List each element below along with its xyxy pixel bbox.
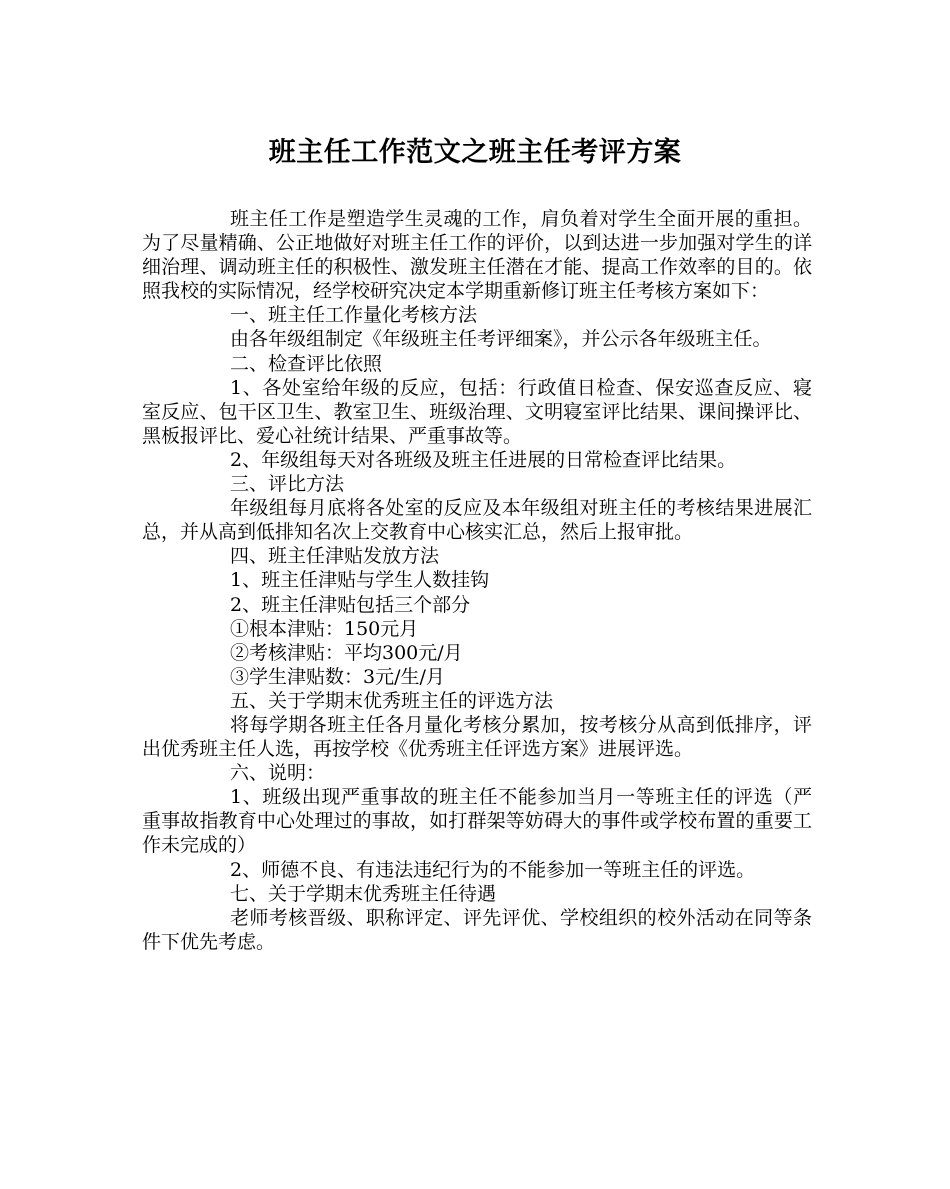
paragraph: 2、年级组每天对各班级及班主任进展的日常检查评比结果。 [230,448,737,471]
list-item: 2、班主任津贴包括三个部分 [230,593,471,616]
section-heading: 一、班主任工作量化考核方法 [230,304,478,327]
section-heading: 七、关于学期末优秀班主任待遇 [230,882,497,905]
paragraph: 由各年级组制定《年级班主任考评细案》，并公示各年级班主任。 [230,328,772,351]
paragraph: 1、各处室给年级的反应，包括：行政值日检查、保安巡查反应、寝室反应、包干区卫生、教室卫生、班级治理、文明寝室评比结果、课间操评比、黑板报评比、爱心社统计结果、严重事故等。 [142,376,812,447]
section-heading: 四、班主任津贴发放方法 [230,545,440,568]
section-heading: 二、检查评比依照 [230,352,383,375]
list-item: 1、班主任津贴与学生人数挂钩 [230,569,490,592]
paragraph: 1、班级出现严重事故的班主任不能参加当月一等班主任的评选（严重事故指教育中心处理过的事故，如打群架等妨碍大的事件或学校布置的重要工作未完成的） [142,786,812,857]
paragraph: 年级组每月底将各处室的反应及本年级组对班主任的考核结果进展汇总，并从高到低排知名次上交教育中心核实汇总，然后上报审批。 [142,497,812,544]
section-heading: 六、说明： [230,762,326,785]
list-item: ②考核津贴：平均300元/月 [230,641,463,664]
document-body [142,207,812,954]
document-title: 班主任工作范文之班主任考评方案 [268,137,682,168]
section-heading: 五、关于学期末优秀班主任的评选方法 [230,689,554,712]
paragraph: 班主任工作是塑造学生灵魂的工作，肩负着对学生全面开展的重担。为了尽量精确、公正地做好对班主任工作的评价，以到达进一步加强对学生的详细治理、调动班主任的积极性、激发班主任潜在才能、提高工作效率的目的。依照我校的实际情况，经学校研究决定本学期重新修订班主任考核方案如下： [142,208,812,303]
paragraph: 老师考核晋级、职称评定、评先评优、学校组织的校外活动在同等条件下优先考虑。 [142,906,812,953]
paragraph: 2、师德不良、有违法违纪行为的不能参加一等班主任的评选。 [230,858,756,881]
list-item: ③学生津贴数：3元/生/月 [230,665,445,688]
section-heading: 三、评比方法 [230,473,345,496]
paragraph: 将每学期各班主任各月量化考核分累加，按考核分从高到低排序，评出优秀班主任人选，再按学校《优秀班主任评选方案》进展评选。 [142,713,812,761]
list-item: ①根本津贴：150元月 [230,617,419,640]
